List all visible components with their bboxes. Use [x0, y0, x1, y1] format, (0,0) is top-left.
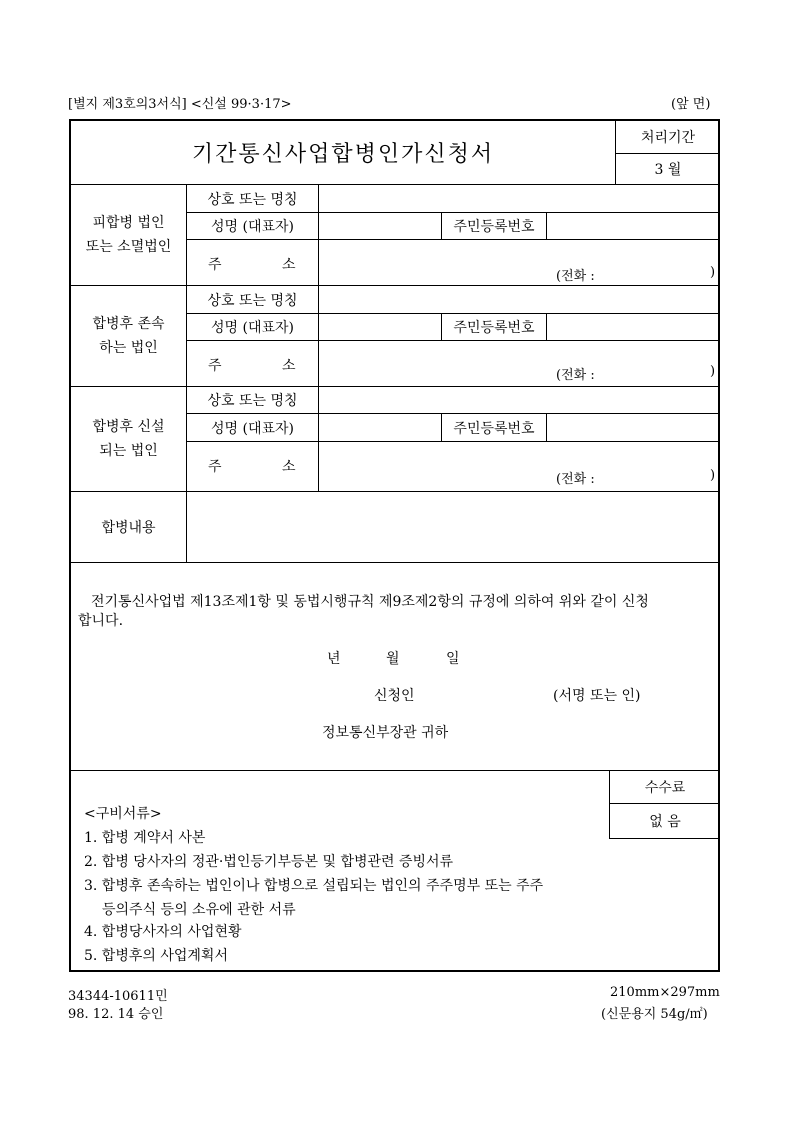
company-name-field[interactable] [319, 185, 719, 212]
representative-label: 성명 (대표자) [211, 320, 294, 336]
company-name-label: 상호 또는 명칭 [207, 191, 298, 208]
merger-content-field[interactable] [187, 492, 719, 562]
representative-field[interactable] [319, 414, 441, 441]
address-label-part: 소 [282, 459, 296, 475]
registration-number-field[interactable] [547, 314, 719, 340]
address-label-part: 주 [208, 459, 222, 475]
merger-content-label: 합병내용 [101, 520, 156, 536]
phone-label: (전화 : [556, 368, 595, 383]
phone-label: (전화 : [556, 269, 595, 284]
form-number: 34344-10611민 [68, 989, 168, 1004]
address-label-part: 주 [208, 358, 222, 374]
section-label-line: 합병후 존속 [92, 316, 165, 332]
representative-label: 성명 (대표자) [211, 420, 294, 437]
applicant-label: 신청인 [374, 688, 415, 704]
address-label-part: 주 [208, 257, 222, 273]
address-field[interactable] [319, 442, 719, 490]
processing-period-value: 3 월 [654, 162, 682, 178]
form-title: 기간통신사업합병인가신청서 [191, 141, 495, 167]
representative-label: 성명 (대표자) [211, 219, 294, 235]
section-label-line: 합병후 신설 [92, 419, 165, 435]
signature-hint: (서명 또는 인) [553, 688, 641, 704]
page-side-label: (앞 면) [671, 97, 711, 112]
document-item: 3. 합병후 존속하는 법인이나 합병으로 설립되는 법인의 주주명부 또는 주주 [84, 878, 544, 894]
document-item: 2. 합병 당사자의 정관·법인등기부등본 및 합병관련 증빙서류 [84, 854, 454, 870]
document-item: 1. 합병 계약서 사본 [84, 830, 206, 846]
address-label-part: 소 [282, 358, 296, 374]
section-surviving-corp-label [71, 286, 186, 386]
registration-number-label: 주민등록번호 [453, 219, 535, 235]
phone-label: (전화 : [556, 472, 595, 487]
required-documents-heading: <구비서류> [84, 806, 162, 822]
representative-field[interactable] [319, 213, 441, 239]
date-year-label: 년 [327, 651, 341, 667]
section-dissolved-corp-label [71, 185, 186, 285]
section-label-line: 또는 소멸법인 [85, 239, 172, 255]
section-label-line: 하는 법인 [99, 340, 158, 356]
phone-close: ) [710, 468, 716, 483]
document-item: 5. 합병후의 사업계획서 [84, 948, 228, 964]
company-name-label: 상호 또는 명칭 [207, 292, 298, 309]
addressee: 정보통신부장관 귀하 [322, 725, 449, 741]
form-reference: [별지 제3호의3서식] <신설 99·3·17> [68, 97, 292, 112]
company-name-field[interactable] [319, 286, 719, 313]
paper-size: 210mm×297mm [610, 985, 720, 1000]
document-item: 4. 합병당사자의 사업현황 [84, 924, 242, 940]
address-label-part: 소 [282, 257, 296, 273]
address-field[interactable] [319, 341, 719, 385]
registration-number-field[interactable] [547, 414, 719, 441]
statement-line-2: 합니다. [78, 613, 124, 629]
section-label-line: 되는 법인 [99, 443, 158, 459]
processing-period-label: 처리기간 [640, 130, 696, 146]
section-new-corp-label [71, 387, 186, 491]
phone-close: ) [710, 265, 716, 280]
approval-date: 98. 12. 14 승인 [68, 1007, 164, 1022]
fee-label: 수수료 [644, 780, 686, 796]
representative-field[interactable] [319, 314, 441, 340]
document-item-continuation: 등의주식 등의 소유에 관한 서류 [102, 902, 296, 918]
registration-number-label: 주민등록번호 [453, 420, 535, 437]
company-name-label: 상호 또는 명칭 [207, 393, 298, 409]
registration-number-label: 주민등록번호 [453, 320, 535, 336]
company-name-field[interactable] [319, 387, 719, 413]
date-day-label: 일 [446, 651, 460, 667]
address-field[interactable] [319, 240, 719, 284]
statement-line-1: 전기통신사업법 제13조제1항 및 동법시행규칙 제9조제2항의 규정에 의하여 위와 같이 신청 [91, 594, 649, 610]
phone-close: ) [710, 364, 716, 379]
fee-value: 없 음 [649, 814, 681, 830]
date-month-label: 월 [386, 651, 400, 667]
section-label-line: 피합병 법인 [92, 215, 165, 231]
paper-type: (신문용지 54g/㎡) [601, 1007, 708, 1022]
registration-number-field[interactable] [547, 213, 719, 239]
